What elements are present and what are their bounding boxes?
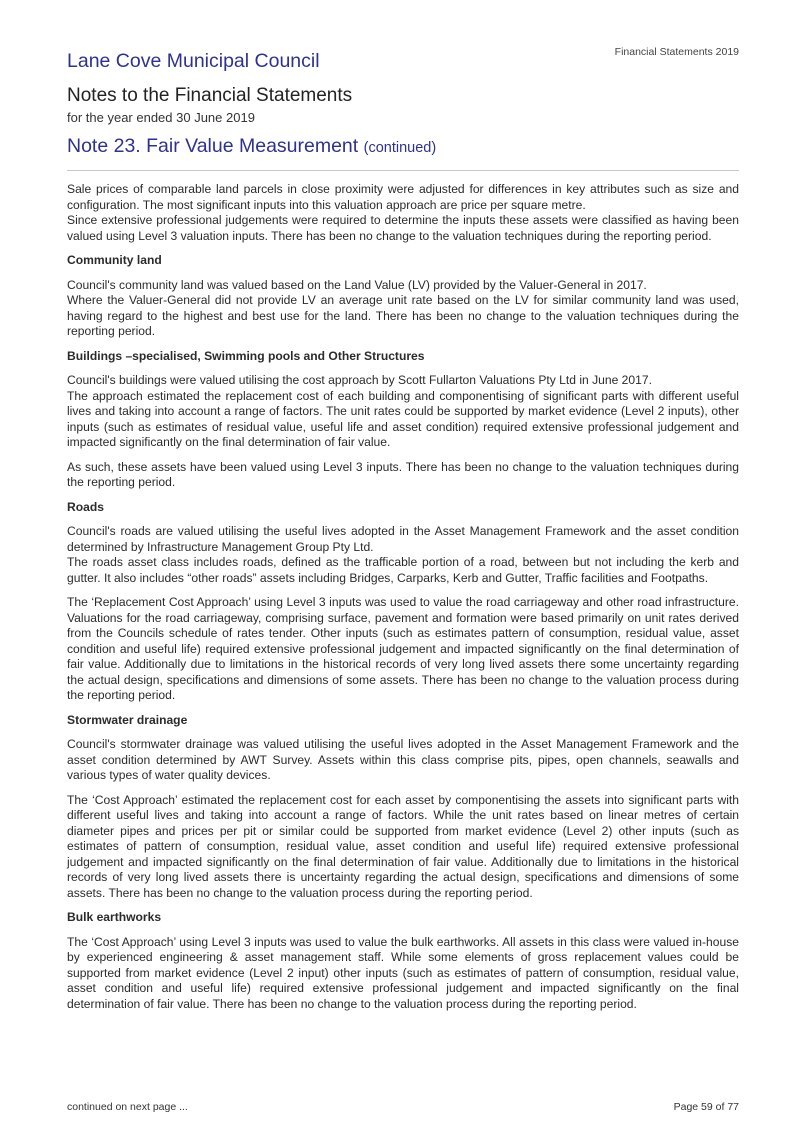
financial-statements-label: Financial Statements 2019 (614, 46, 739, 58)
reporting-period: for the year ended 30 June 2019 (67, 110, 255, 125)
roads-text-1: Council's roads are valued utilising the useful lives adopted in the Asset Management Framework and the asset condition determined by Infrastructure Management Group Pty Ltd. (67, 524, 739, 554)
intro-section (67, 182, 739, 244)
community-land-section (67, 253, 739, 340)
stormwater-heading: Stormwater drainage (67, 712, 188, 727)
buildings-text-2: The approach estimated the replacement cost of each building and componentising of significant parts with different useful lives and taking into account a range of factors. The unit rates could be supported by market evidence (Level 2 inputs), other inputs (such as estimates of residual value, useful life and asset condition) required extensive professional judgement and impacted significantly on the final determination of fair value. (67, 388, 739, 449)
buildings-section (67, 349, 739, 491)
notes-title: Notes to the Financial Statements (67, 85, 353, 106)
continued-note: continued on next page ... (67, 1101, 188, 1113)
page-number: Page 59 of 77 (673, 1101, 739, 1113)
note-continued: (continued) (363, 140, 437, 156)
buildings-text-1: Council's buildings were valued utilising the cost approach by Scott Fullarton Valuations Pty Ltd in June 2017. (67, 373, 652, 387)
intro-text-1: Sale prices of comparable land parcels in close proximity were adjusted for differences in key attributes such as size and configuration. The most significant inputs into this valuation approach are price per square metre. (67, 182, 739, 212)
intro-paragraph (67, 182, 739, 244)
note-body (67, 182, 739, 1021)
roads-heading: Roads (67, 499, 104, 514)
stormwater-paragraph-2: The ‘Cost Approach’ estimated the replacement cost for each asset by componentising the assets into significant parts with different useful lives and taking into account a range of factors. While the unit rates based on linear metres of certain diameter pipes and prices per pit or similar could be supported from market evidence (Level 2) other inputs (such as estimates of pattern of consumption, residual value, asset condition and useful life) required extensive professional judgement and impacted significantly on the final determination of fair value. Additionally due to limitations in the historical records of very long lived assets there is uncertainty regarding the actual design, specifications and dimensions of some assets. There has been no change to the valuation process during the reporting period. (67, 792, 739, 900)
roads-paragraph-2: The ‘Replacement Cost Approach’ using Level 3 inputs was used to value the road carriageway and other road infrastructure. Valuations for the road carriageway, comprising surface, pavement and formation were based primarily on unit rates derived from the Councils schedule of rates tender. Other inputs (such as estimates pattern of consumption, residual value, asset condition and useful life) required extensive professional judgement and impacted significantly on the final determination of fair value. Additionally due to limitations in the historical records of very long lived assets there some uncertainty regarding the actual design, specifications and dimensions of some assets. There has been no change to the valuation process during the reporting period. (67, 595, 739, 702)
community-land-paragraph (67, 278, 739, 340)
document-page (67, 0, 739, 1141)
roads-paragraph-1 (67, 524, 739, 586)
buildings-paragraph-1 (67, 373, 739, 451)
roads-text-2: The roads asset class includes roads, defined as the trafficable portion of a road, between but not including the kerb and gutter. It also includes “other roads” assets including Bridges, Carparks, Kerb and Gutter, Traffic facilities and Footpaths. (67, 555, 739, 585)
roads-section (67, 500, 739, 704)
buildings-heading: Buildings –specialised, Swimming pools and Other Structures (67, 348, 425, 363)
intro-text-2: Since extensive professional judgements were required to determine the inputs these assets were classified as having been valued using Level 3 valuation inputs. There has been no change to the valuation techniques during the reporting period. (67, 213, 739, 243)
community-land-heading: Community land (67, 253, 162, 267)
note-heading (67, 135, 436, 158)
note-title: Note 23. Fair Value Measurement (67, 135, 359, 157)
community-land-text-1: Council's community land was valued based on the Land Value (LV) provided by the Valuer-General in 2017. (67, 277, 647, 292)
header-divider (67, 170, 739, 171)
buildings-paragraph-2: As such, these assets have been valued using Level 3 inputs. There has been no change to the valuation techniques during the reporting period. (67, 459, 739, 489)
bulk-earthworks-paragraph: The ‘Cost Approach’ using Level 3 inputs was used to value the bulk earthworks. All assets in this class were valued in-house by experienced engineering & asset management staff. While some elements of gross replacement values could be supported from market evidence (Level 2 input) other inputs (such as estimates of pattern of consumption, residual value, asset condition and useful life) required extensive professional judgement and impacted significantly on the final determination of fair value. There has been no change to the valuation process during the reporting period. (67, 934, 739, 1011)
bulk-earthworks-section (67, 910, 739, 1012)
bulk-earthworks-heading: Bulk earthworks (67, 910, 162, 924)
community-land-text-2: Where the Valuer-General did not provide LV an average unit rate based on the LV for similar community land was used, having regard to the highest and best use for the land. There has been no change to the valuation techniques during the reporting period. (67, 293, 739, 338)
council-name: Lane Cove Municipal Council (67, 50, 320, 72)
stormwater-section (67, 713, 739, 902)
stormwater-paragraph-1: Council's stormwater drainage was valued utilising the useful lives adopted in the Asset Management Framework and the asset condition determined by AWT Survey. Assets within this class comprise pits, pipes, open channels, seawalls and various types of water quality devices. (67, 737, 739, 782)
